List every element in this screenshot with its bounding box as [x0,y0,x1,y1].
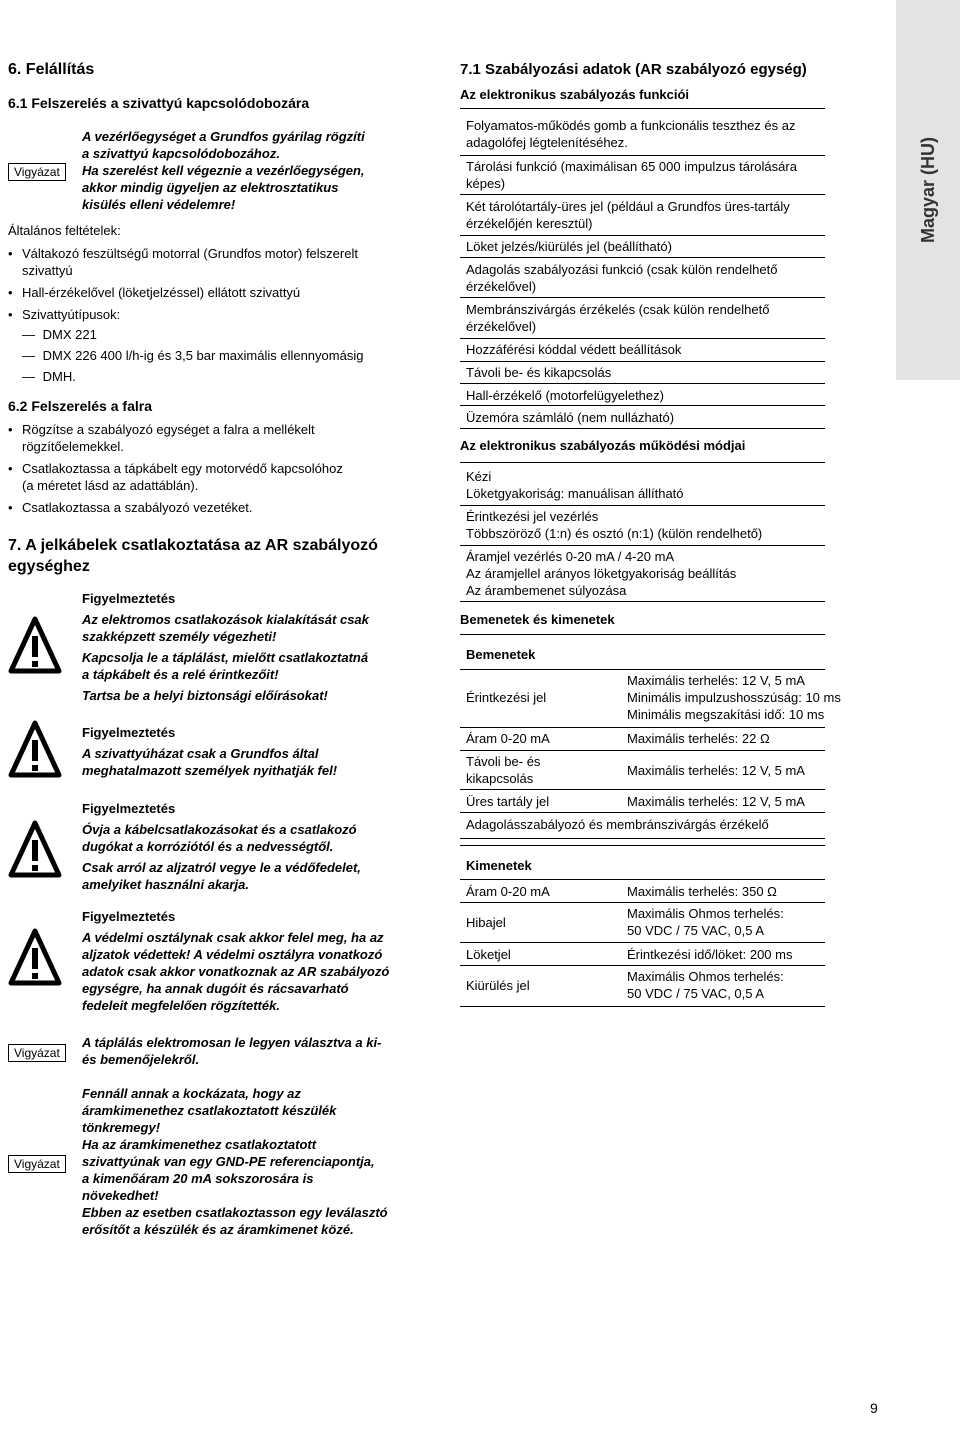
warning-text-3: Óvja a kábelcsatlakozásokat és a csatlakozó dugókat a korróziótól és a nedvességtől. Csak arról az aljzatról vegye le a védőfedelet, amelyiket használni akarja. [82,822,361,892]
input-name: Áram 0-20 mA [466,731,550,746]
section-heading-6: 6. Felállítás [8,61,95,78]
function-item: Löket jelzés/kiürülés jel (beállítható) [466,239,672,254]
language-sidebar [896,0,960,380]
table-divider [460,235,825,236]
bullet-item: • Csatlakoztassa a tápkábelt egy motorvédő kapcsolóhoz (a méretet lásd az adattáblán). [8,461,343,493]
functions-title: Az elektronikus szabályozás funkciói [460,87,690,102]
bullet-item: • Hall-érzékelővel (löketjelzéssel) ellátott szivattyú [8,285,301,300]
caution-text-1: A vezérlőegységet a Grundfos gyárilag rögzíti a szivattyú kapcsolódobozához. Ha szerelést kell végeznie a vezérlőegységen, akkor mindig ügyeljen az elektrosztatikus kisülés elleni védelemre! [82,129,365,212]
section-heading-7-1: 7.1 Szabályozási adatok (AR szabályozó egység) [460,61,807,78]
output-values: Maximális Ohmos terhelés: 50 VDC / 75 VAC, 0,5 A [627,969,784,1001]
function-item: Folyamatos-működés gomb a funkcionális teszthez és az adagolófej légtelenítéséhez. [466,118,796,150]
table-divider [460,750,825,751]
mode-item: Kézi Löketgyakoriság: manuálisan állítható [466,469,684,501]
io-title: Bemenetek és kimenetek [460,612,615,627]
modes-title: Az elektronikus szabályozás működési módjai [460,438,746,453]
warning-title: Figyelmeztetés [82,591,176,606]
table-divider [460,965,825,966]
function-item: Hozzáférési kóddal védett beállítások [466,342,682,357]
section-heading-6-2: 6.2 Felszerelés a falra [8,398,152,414]
table-divider [460,428,825,429]
dash-item: — DMX 226 400 l/h-ig és 3,5 bar maximális ellennyomásig [22,348,364,363]
page-number: 9 [870,1400,878,1416]
warning-title: Figyelmeztetés [82,909,176,924]
mode-item: Érintkezési jel vezérlés Többszöröző (1:n) és osztó (n:1) (külön rendelhető) [466,509,763,541]
table-divider [460,879,825,880]
output-values: Maximális Ohmos terhelés: 50 VDC / 75 VAC, 0,5 A [627,906,784,938]
warning-triangle-icon [8,928,62,986]
caution-label: Vigyázat [8,163,66,181]
section-heading-7: 7. A jelkábelek csatlakoztatása az AR szabályozó egységhez [8,537,378,575]
caution-text-2: A táplálás elektromosan le legyen választva a ki- és bemenőjelekről. [82,1035,382,1067]
output-name: Áram 0-20 mA [466,884,550,899]
function-item: Üzemóra számláló (nem nullázható) [466,410,675,425]
table-divider [460,297,825,298]
function-item: Távoli be- és kikapcsolás [466,365,612,380]
bullet-item: • Rögzítse a szabályozó egységet a falra a mellékelt rögzítőelemekkel. [8,422,315,454]
table-divider [460,383,825,384]
caution-label: Vigyázat [8,1155,66,1173]
dash-item: — DMH. [22,369,76,384]
warning-title: Figyelmeztetés [82,725,176,740]
table-divider [460,838,825,839]
table-divider [460,902,825,903]
function-item: Tárolási funkció (maximálisan 65 000 impulzus tárolására képes) [466,159,797,191]
output-values: Érintkezési idő/löket: 200 ms [627,947,793,962]
table-divider [460,108,825,109]
input-name: Távoli be- és kikapcsolás [466,754,541,786]
general-conditions-label: Általános feltételek: [8,223,121,238]
table-divider [460,669,825,670]
table-divider [460,361,825,362]
warning-triangle-icon [8,820,62,878]
output-values: Maximális terhelés: 350 Ω [627,884,777,899]
warning-title: Figyelmeztetés [82,801,176,816]
mode-item: Áramjel vezérlés 0-20 mA / 4-20 mA Az áramjellel arányos löketgyakoriság beállítás Az árambemenet súlyozása [466,549,737,598]
input-values: Maximális terhelés: 12 V, 5 mA [627,763,805,778]
inputs-title: Bemenetek [466,647,536,662]
table-divider [460,634,825,635]
dash-item: — DMX 221 [22,327,97,342]
table-divider [460,194,825,195]
warning-text-1: Az elektromos csatlakozások kialakítását csak szakképzett személy végezheti! Kapcsolja le a táplálást, mielőtt csatlakoztatná a tápkábelt és a relé érintkezőit! Tartsa be a helyi biztonsági előírásokat! [82,612,369,703]
function-item: Hall-érzékelő (motorfelügyelethez) [466,388,664,403]
output-name: Löketjel [466,947,511,962]
function-item: Membránszivárgás érzékelés (csak külön rendelhető érzékelővel) [466,302,770,334]
function-item: Adagolás szabályozási funkció (csak külön rendelhető érzékelővel) [466,262,778,294]
table-divider [460,601,825,602]
inputs-footer: Adagolásszabályozó és membránszivárgás érzékelő [466,817,769,832]
output-name: Hibajel [466,915,506,930]
table-divider [460,257,825,258]
table-divider [460,812,825,813]
bullet-item: • Szivattyútípusok: [8,307,121,322]
bullet-item: • Csatlakoztassa a szabályozó vezetéket. [8,500,253,515]
warning-triangle-icon [8,720,62,778]
input-values: Maximális terhelés: 22 Ω [627,731,770,746]
section-heading-6-1: 6.1 Felszerelés a szivattyú kapcsolódobozára [8,95,310,111]
caution-text-3: Fennáll annak a kockázata, hogy az áramkimenethez csatlakoztatott készülék tönkremegy! Ha az áramkimenethez csatlakoztatott szivattyúnak van egy GND-PE referenciapontja, a kimenőáram 20 mA sokszorosára is növekedhet! Ebben az esetben csatlakoztasson egy leválasztó erősítőt a készülék és az áramkimenet közé. [82,1086,388,1237]
table-divider [460,1006,825,1007]
table-divider [460,155,825,156]
outputs-title: Kimenetek [466,858,532,873]
warning-text-2: A szivattyúházat csak a Grundfos által meghatalmazott személyek nyithatják fel! [82,746,338,778]
warning-triangle-icon [8,616,62,674]
table-divider [460,405,825,406]
table-divider [460,338,825,339]
table-divider [460,845,825,846]
table-divider [460,727,825,728]
table-divider [460,505,825,506]
function-item: Két tárolótartály-üres jel (például a Grundfos üres-tartály érzékelőjén keresztül) [466,199,790,231]
table-divider [460,462,825,463]
language-label: Magyar (HU) [918,137,938,244]
bullet-item: • Váltakozó feszültségű motorral (Grundfos motor) felszerelt szivattyú [8,246,358,278]
table-divider [460,942,825,943]
output-name: Kiürülés jel [466,978,530,993]
input-name: Érintkezési jel [466,690,547,705]
warning-text-4: A védelmi osztálynak csak akkor felel meg, ha az aljzatok védettek! A védelmi osztályra vonatkozó adatok csak akkor vonatkoznak az AR szabályozó egységre, ha annak dugóit és rácsavarható fedeleit megfelelően rögzítették. [82,930,390,1013]
input-values: Maximális terhelés: 12 V, 5 mA [627,794,805,809]
caution-label: Vigyázat [8,1044,66,1062]
input-name: Üres tartály jel [466,794,550,809]
table-divider [460,545,825,546]
input-values: Maximális terhelés: 12 V, 5 mA Minimális impulzushosszúság: 10 ms Minimális megszakítási idő: 10 ms [627,673,841,722]
table-divider [460,789,825,790]
